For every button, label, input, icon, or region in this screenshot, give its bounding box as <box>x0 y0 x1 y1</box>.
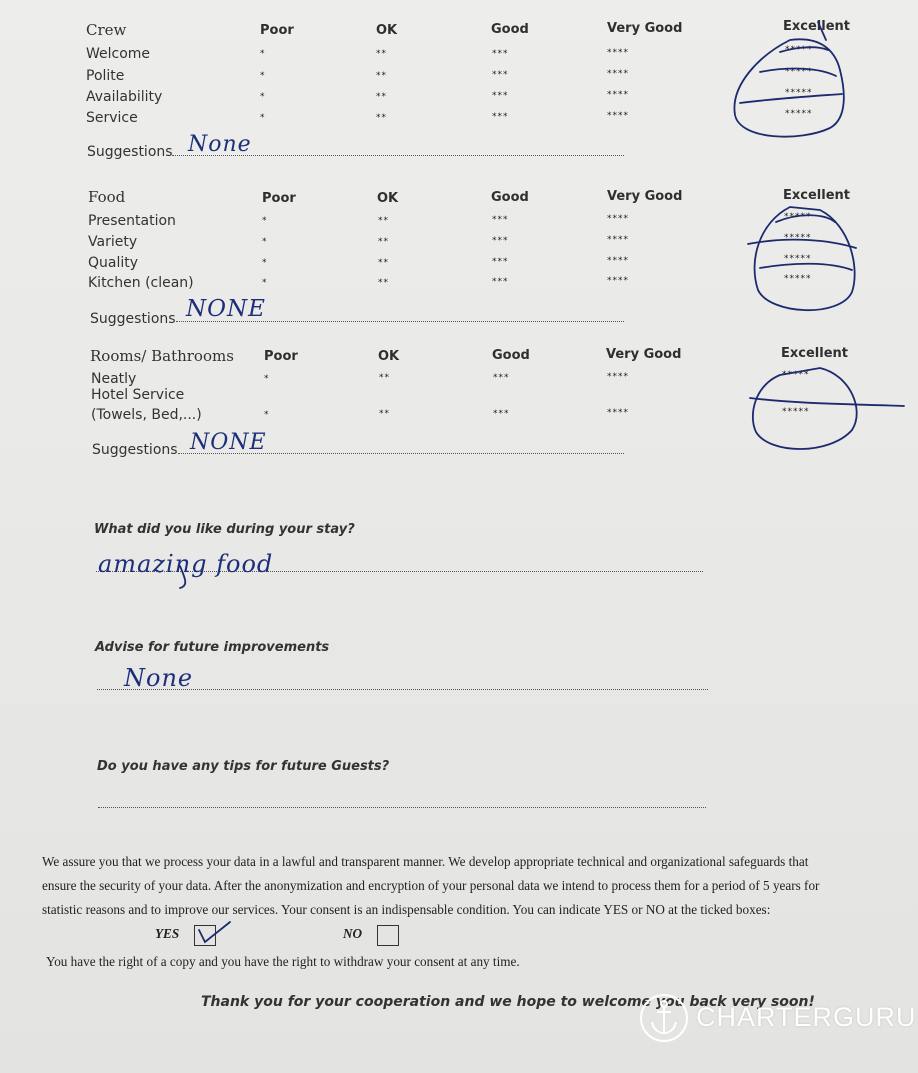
suggestions-label: Suggestions <box>92 442 178 458</box>
rating-option[interactable]: * <box>264 374 270 384</box>
question-label: Do you have any tips for future Guests? <box>97 759 390 774</box>
rating-option[interactable]: *** <box>493 409 510 419</box>
anchor-icon <box>638 992 690 1044</box>
column-ok: OK <box>378 349 400 364</box>
column-good: Good <box>491 22 529 37</box>
rating-option-selected[interactable]: ***** <box>785 67 813 77</box>
rating-option[interactable]: ** <box>378 258 389 268</box>
column-poor: Poor <box>260 23 294 38</box>
row-label: Presentation <box>88 213 176 229</box>
consent-line-1: We assure you that we process your data in a lawful and transparent manner. We develop appropriate technical and organizational safeguards that <box>42 854 809 869</box>
rating-option[interactable]: ** <box>376 49 387 59</box>
rating-option[interactable]: * <box>260 71 266 81</box>
answer-text[interactable]: amazing food <box>98 550 274 578</box>
rating-option[interactable]: **** <box>607 69 629 79</box>
row-label: (Towels, Bed,...) <box>91 407 202 423</box>
column-excellent: Excellent <box>781 346 848 361</box>
row-label: Hotel Service <box>91 387 185 403</box>
section-title: Food <box>88 188 126 206</box>
row-label: Service <box>86 110 138 126</box>
rating-option[interactable]: *** <box>492 215 509 225</box>
rating-option[interactable]: *** <box>493 373 510 383</box>
answer-line[interactable] <box>98 807 706 808</box>
rating-option[interactable]: ** <box>376 113 387 123</box>
no-label: NO <box>343 926 363 941</box>
rating-option-selected[interactable]: ***** <box>785 45 813 55</box>
no-checkbox[interactable] <box>377 925 399 946</box>
consent-line-3: statistic reasons and to improve our services. Your consent is an indispensable condition. You can indicate YES or NO at the ticked boxes: <box>42 902 771 917</box>
suggestions-label: Suggestions <box>90 311 176 327</box>
row-label: Availability <box>86 89 163 105</box>
rating-option[interactable]: **** <box>607 235 629 245</box>
rating-option[interactable]: **** <box>607 408 629 418</box>
watermark-text: CHARTERGURU <box>696 1002 917 1032</box>
suggestions-answer[interactable]: None <box>188 132 252 157</box>
rating-option-selected[interactable]: ***** <box>782 407 810 417</box>
thank-you-text: Thank you for your cooperation and we hope to welcome you back very soon! <box>201 994 815 1010</box>
column-good: Good <box>491 190 529 205</box>
yes-label: YES <box>155 926 180 941</box>
rating-option-selected[interactable]: ***** <box>784 274 812 284</box>
rating-option-selected[interactable]: ***** <box>785 88 813 98</box>
rating-option-selected[interactable]: ***** <box>784 254 812 264</box>
rating-option[interactable]: *** <box>492 112 509 122</box>
yes-checkbox[interactable] <box>194 925 216 946</box>
rating-option[interactable]: * <box>260 113 266 123</box>
rating-option[interactable]: *** <box>492 70 509 80</box>
rating-option[interactable]: ** <box>376 92 387 102</box>
rating-option[interactable]: **** <box>607 256 629 266</box>
row-label: Welcome <box>86 46 151 62</box>
rating-option[interactable]: * <box>264 410 270 420</box>
column-excellent: Excellent <box>783 19 850 34</box>
row-label: Neatly <box>91 371 137 387</box>
rating-option[interactable]: * <box>260 92 266 102</box>
rating-option[interactable]: * <box>262 258 268 268</box>
tick-line <box>760 264 852 270</box>
rating-option[interactable]: ** <box>378 237 389 247</box>
rating-option[interactable]: **** <box>607 276 629 286</box>
row-label: Kitchen (clean) <box>88 275 194 291</box>
question-label: What did you like during your stay? <box>94 522 355 537</box>
rating-option[interactable]: * <box>262 216 268 226</box>
rating-option[interactable]: *** <box>492 49 509 59</box>
tick-line <box>750 398 904 406</box>
rights-text: You have the right of a copy and you have the right to withdraw your consent at any time. <box>46 954 520 969</box>
rating-option[interactable]: **** <box>607 214 629 224</box>
rating-option[interactable]: *** <box>492 91 509 101</box>
rating-option-selected[interactable]: ***** <box>785 109 813 119</box>
row-label: Variety <box>88 234 138 250</box>
question-label: Advise for future improvements <box>95 640 330 655</box>
rating-option[interactable]: *** <box>492 236 509 246</box>
rating-option[interactable]: **** <box>607 48 629 58</box>
section-title: Rooms/ Bathrooms <box>90 347 234 365</box>
column-very-good: Very Good <box>607 189 683 204</box>
answer-text[interactable]: None <box>124 664 194 692</box>
rating-option[interactable]: *** <box>492 277 509 287</box>
rating-option[interactable]: * <box>262 278 268 288</box>
rating-option-selected[interactable]: ***** <box>784 233 812 243</box>
rating-option[interactable]: *** <box>492 257 509 267</box>
consent-line-2: ensure the security of your data. After the anonymization and encryption of your personal data we intend to process them for a period of 5 years for <box>42 878 820 893</box>
rating-option-selected[interactable]: ***** <box>782 370 810 380</box>
column-poor: Poor <box>264 349 298 364</box>
rating-option[interactable]: * <box>260 49 266 59</box>
rating-option[interactable]: ** <box>379 409 390 419</box>
rating-option[interactable]: ** <box>379 373 390 383</box>
rating-option[interactable]: **** <box>607 90 629 100</box>
rating-option[interactable]: * <box>262 237 268 247</box>
rating-option[interactable]: ** <box>378 278 389 288</box>
rating-option[interactable]: ** <box>376 71 387 81</box>
row-label: Quality <box>88 255 139 271</box>
row-label: Polite <box>86 68 125 84</box>
column-poor: Poor <box>262 191 296 206</box>
column-excellent: Excellent <box>783 188 850 203</box>
suggestions-answer[interactable]: NONE <box>186 296 266 322</box>
rating-option-selected[interactable]: ***** <box>784 212 812 222</box>
rating-option[interactable]: **** <box>607 111 629 121</box>
column-good: Good <box>492 348 530 363</box>
rating-option[interactable]: ** <box>378 216 389 226</box>
column-ok: OK <box>377 191 399 206</box>
section-title: Crew <box>86 21 127 39</box>
suggestions-answer[interactable]: NONE <box>190 430 267 455</box>
column-very-good: Very Good <box>606 347 682 362</box>
suggestions-label: Suggestions <box>87 144 173 160</box>
column-very-good: Very Good <box>607 21 683 36</box>
rating-option[interactable]: **** <box>607 372 629 382</box>
column-ok: OK <box>376 23 398 38</box>
